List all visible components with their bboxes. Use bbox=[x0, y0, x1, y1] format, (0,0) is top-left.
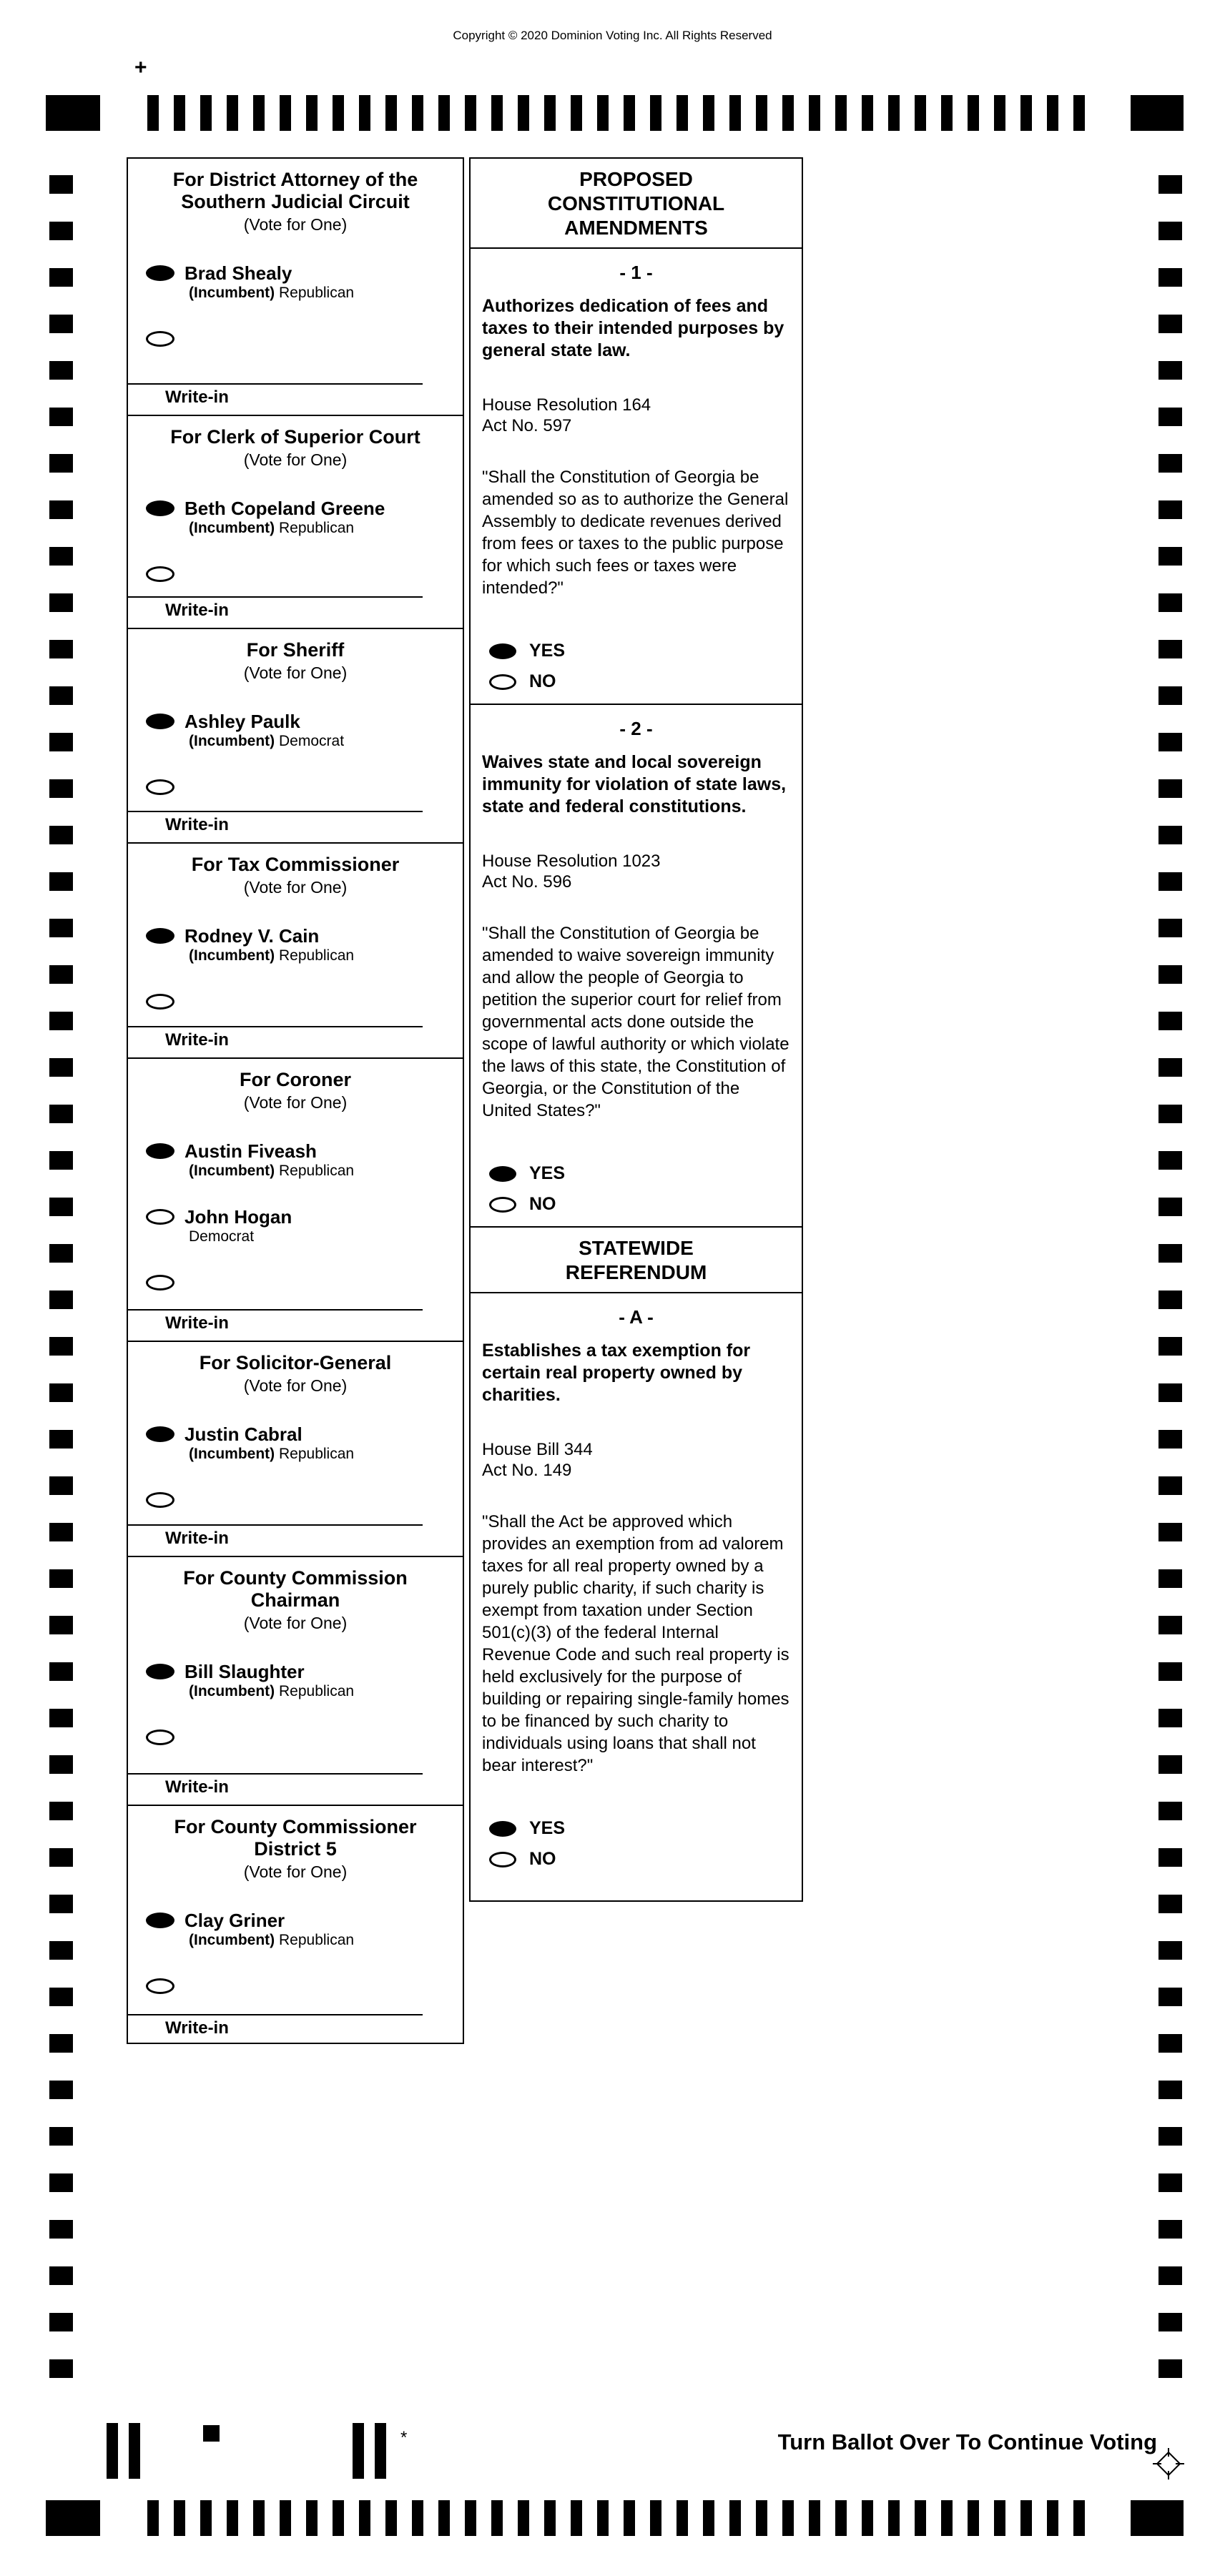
write-in-line[interactable] bbox=[128, 596, 423, 598]
candidate-name: Justin Cabral bbox=[185, 1423, 302, 1445]
copyright-line: Copyright © 2020 Dominion Voting Inc. All Rights Reserved bbox=[453, 29, 772, 42]
measure-section bbox=[471, 704, 802, 1215]
candidate-info bbox=[185, 1910, 354, 1949]
write-in-label: Write-in bbox=[165, 388, 229, 407]
contest-title-line: For Solicitor-General bbox=[199, 1352, 392, 1373]
candidate-row[interactable] bbox=[128, 263, 463, 302]
contest-title bbox=[128, 1567, 463, 1612]
measure-reference-line: House Resolution 1023 bbox=[482, 852, 661, 871]
measure-option-label: YES bbox=[529, 1163, 566, 1183]
filled-vote-oval[interactable] bbox=[146, 1143, 174, 1159]
measure-option-row[interactable] bbox=[489, 1849, 790, 1870]
measure-number: - 1 - bbox=[619, 262, 653, 283]
contest-title-line: For County Commission bbox=[183, 1567, 408, 1589]
write-in-label: Write-in bbox=[165, 1030, 229, 1050]
empty-vote-oval[interactable] bbox=[146, 779, 174, 795]
contest-section bbox=[128, 842, 463, 1057]
timing-marks-bottom bbox=[46, 2500, 1184, 2536]
measure-group-header-line: AMENDMENTS bbox=[564, 217, 708, 239]
candidate-party-line bbox=[189, 1683, 354, 1700]
contest-title bbox=[128, 426, 463, 448]
candidate-list bbox=[128, 1662, 463, 1745]
measure-option-row[interactable] bbox=[489, 1194, 790, 1215]
filled-vote-oval[interactable] bbox=[146, 1664, 174, 1679]
contest-section bbox=[128, 1556, 463, 1805]
measure-number: - 2 - bbox=[619, 718, 653, 739]
candidate-info bbox=[185, 1141, 354, 1180]
candidate-party-line bbox=[189, 520, 385, 537]
measure-section bbox=[471, 1292, 802, 1870]
timing-block-right bbox=[1131, 2500, 1184, 2536]
empty-vote-oval[interactable] bbox=[146, 1978, 174, 1994]
turn-ballot-over-instruction: Turn Ballot Over To Continue Voting bbox=[777, 2429, 1157, 2454]
measure-options bbox=[482, 1163, 790, 1215]
candidate-list bbox=[128, 1424, 463, 1508]
measure-summary: Waives state and local sovereign immunity for violation of state laws, state and federal constitutions. bbox=[482, 752, 787, 816]
filled-vote-oval[interactable] bbox=[146, 1426, 174, 1442]
vote-for-one-label: (Vote for One) bbox=[243, 1376, 348, 1395]
vote-for-one-label: (Vote for One) bbox=[243, 450, 348, 469]
contest-title bbox=[128, 1816, 463, 1860]
candidate-name: Clay Griner bbox=[185, 1910, 285, 1931]
contest-section bbox=[128, 1341, 463, 1556]
measure-reference bbox=[482, 395, 790, 436]
party-label: Republican bbox=[279, 285, 355, 301]
write-in-area[interactable] bbox=[128, 383, 463, 415]
measure-option-label: NO bbox=[529, 1849, 556, 1869]
party-label: Republican bbox=[279, 1932, 355, 1948]
write-in-line[interactable] bbox=[128, 2014, 423, 2015]
contest-title bbox=[128, 639, 463, 661]
measure-question: "Shall the Constitution of Georgia be amended so as to authorize the General Assembly to dedicate revenues derived from fees or taxes to the public purpose for which such fees or taxes were intended?" bbox=[482, 468, 789, 598]
timing-bars bbox=[147, 95, 1098, 131]
candidate-party-line bbox=[189, 733, 344, 750]
candidate-info bbox=[185, 1207, 292, 1245]
candidate-info bbox=[185, 1662, 354, 1700]
party-label: Republican bbox=[279, 947, 355, 964]
candidate-party-line bbox=[189, 1932, 354, 1949]
contest-title bbox=[128, 169, 463, 213]
candidate-list bbox=[128, 263, 463, 347]
incumbent-label: (Incumbent) bbox=[189, 733, 275, 749]
measure-group-header bbox=[471, 159, 802, 247]
write-in-label: Write-in bbox=[165, 601, 229, 620]
party-label: Republican bbox=[279, 1683, 355, 1699]
write-in-oval-row[interactable] bbox=[128, 329, 463, 347]
candidate-row[interactable] bbox=[128, 1910, 463, 1949]
write-in-area[interactable] bbox=[128, 1026, 463, 1057]
candidate-name: Brad Shealy bbox=[185, 262, 292, 284]
vote-for-one-label: (Vote for One) bbox=[243, 1862, 348, 1881]
ballot-id-square bbox=[203, 2425, 220, 2442]
candidate-list bbox=[128, 1910, 463, 1994]
contest-title-line: For County Commissioner bbox=[174, 1816, 417, 1837]
party-label: Republican bbox=[279, 1446, 355, 1462]
registration-diamond-mark bbox=[1153, 2448, 1184, 2483]
contest-section bbox=[128, 1805, 463, 2045]
registration-plus-mark: + bbox=[134, 56, 147, 79]
contest-title-line: Chairman bbox=[250, 1589, 340, 1611]
filled-vote-oval[interactable] bbox=[489, 643, 516, 659]
candidate-party-line bbox=[189, 285, 354, 302]
candidate-name: John Hogan bbox=[185, 1206, 292, 1228]
candidate-party-line bbox=[189, 1163, 354, 1180]
empty-vote-oval[interactable] bbox=[146, 1492, 174, 1508]
empty-vote-oval[interactable] bbox=[146, 566, 174, 582]
measure-group-header bbox=[471, 1226, 802, 1292]
candidate-list bbox=[128, 1141, 463, 1291]
vote-for-one-label: (Vote for One) bbox=[243, 1614, 348, 1632]
candidate-row[interactable] bbox=[128, 1662, 463, 1700]
contest-section bbox=[128, 415, 463, 628]
contest-title bbox=[128, 854, 463, 876]
timing-block-left bbox=[46, 95, 100, 131]
empty-vote-oval[interactable] bbox=[146, 1209, 174, 1225]
measure-options bbox=[482, 1818, 790, 1870]
contest-section bbox=[128, 628, 463, 842]
empty-vote-oval[interactable] bbox=[489, 674, 516, 690]
measure-option-row[interactable] bbox=[489, 1163, 790, 1184]
contest-title-line: Southern Judicial Circuit bbox=[181, 191, 410, 212]
timing-marks-right bbox=[1158, 175, 1182, 2378]
write-in-line[interactable] bbox=[128, 811, 423, 812]
party-label: Republican bbox=[279, 520, 355, 536]
write-in-label: Write-in bbox=[165, 2018, 229, 2038]
timing-block-right bbox=[1131, 95, 1184, 131]
measure-number: - A - bbox=[619, 1306, 654, 1328]
write-in-area[interactable] bbox=[128, 811, 463, 842]
contest-section bbox=[128, 1057, 463, 1341]
measure-group-header-line: CONSTITUTIONAL bbox=[547, 192, 725, 214]
timing-marks-left bbox=[49, 175, 73, 2378]
candidate-name: Beth Copeland Greene bbox=[185, 498, 385, 519]
write-in-oval-row[interactable] bbox=[128, 992, 463, 1010]
measure-reference-line: House Bill 344 bbox=[482, 1440, 593, 1459]
write-in-label: Write-in bbox=[165, 1313, 229, 1333]
measure-summary: Establishes a tax exemption for certain real property owned by charities. bbox=[482, 1341, 751, 1405]
ballot-id-asterisk: * bbox=[400, 2428, 408, 2447]
measure-reference-line: Act No. 149 bbox=[482, 1461, 572, 1480]
filled-vote-oval[interactable] bbox=[146, 500, 174, 516]
empty-vote-oval[interactable] bbox=[146, 1275, 174, 1291]
contest-title-line: For Clerk of Superior Court bbox=[170, 426, 420, 448]
write-in-area[interactable] bbox=[128, 1309, 463, 1341]
candidate-list bbox=[128, 926, 463, 1010]
party-label: Democrat bbox=[279, 733, 345, 749]
measure-reference-line: Act No. 597 bbox=[482, 416, 572, 435]
contest-title-line: For District Attorney of the bbox=[172, 169, 418, 190]
candidate-party-line bbox=[189, 947, 354, 964]
write-in-area[interactable] bbox=[128, 596, 463, 628]
candidate-info bbox=[185, 1424, 354, 1463]
write-in-area[interactable] bbox=[128, 1524, 463, 1556]
vote-for-one-label: (Vote for One) bbox=[243, 215, 348, 234]
candidate-row[interactable] bbox=[128, 1424, 463, 1463]
write-in-line[interactable] bbox=[128, 1773, 423, 1775]
write-in-oval-row[interactable] bbox=[128, 777, 463, 795]
measure-group-header-line: REFERENDUM bbox=[565, 1261, 707, 1283]
incumbent-label: (Incumbent) bbox=[189, 947, 275, 964]
candidate-party-line bbox=[189, 1228, 292, 1245]
empty-vote-oval[interactable] bbox=[146, 1729, 174, 1745]
candidate-row[interactable] bbox=[128, 1141, 463, 1180]
write-in-oval-row[interactable] bbox=[128, 1727, 463, 1745]
contest-title-line: District 5 bbox=[254, 1838, 337, 1860]
contest-title-line: For Tax Commissioner bbox=[191, 854, 400, 875]
write-in-oval-row[interactable] bbox=[128, 564, 463, 582]
measure-option-label: YES bbox=[529, 641, 566, 661]
write-in-line[interactable] bbox=[128, 383, 423, 385]
measure-option-label: YES bbox=[529, 1818, 566, 1838]
contest-section bbox=[128, 159, 463, 415]
incumbent-label: (Incumbent) bbox=[189, 1163, 275, 1179]
measure-question: "Shall the Act be approved which provides an exemption from ad valorem taxes for all real property owned by a purely public charity, if such charity is exempt from taxation under Section 501(c)(3) of the federal Internal Revenue Code and such real property is held exclusively for the purpose of building or repairing single-family homes to be financed by such charity to individuals using loans that shall not bear interest?" bbox=[482, 1512, 789, 1775]
measure-group-header-line: STATEWIDE bbox=[579, 1237, 694, 1259]
write-in-line[interactable] bbox=[128, 1524, 423, 1526]
vote-for-one-label: (Vote for One) bbox=[243, 878, 348, 897]
empty-vote-oval[interactable] bbox=[489, 1197, 516, 1213]
incumbent-label: (Incumbent) bbox=[189, 285, 275, 301]
write-in-line[interactable] bbox=[128, 1309, 423, 1311]
write-in-area[interactable] bbox=[128, 1773, 463, 1805]
candidate-name: Bill Slaughter bbox=[185, 1661, 305, 1682]
timing-marks-top bbox=[46, 95, 1184, 131]
ballot-id-bar bbox=[107, 2423, 118, 2479]
measure-reference-line: House Resolution 164 bbox=[482, 395, 651, 415]
candidate-info bbox=[185, 926, 354, 964]
timing-block-left bbox=[46, 2500, 100, 2536]
filled-vote-oval[interactable] bbox=[489, 1821, 516, 1837]
empty-vote-oval[interactable] bbox=[489, 1852, 516, 1867]
contest-title-line: For Sheriff bbox=[246, 639, 345, 661]
candidate-party-line bbox=[189, 1446, 354, 1463]
candidate-row[interactable] bbox=[128, 926, 463, 964]
contest-list bbox=[127, 157, 464, 2044]
vote-for-one-label: (Vote for One) bbox=[243, 663, 348, 682]
write-in-line[interactable] bbox=[128, 1026, 423, 1027]
measure-options bbox=[482, 641, 790, 692]
ballot-id-bar bbox=[129, 2423, 140, 2479]
measures-column-body bbox=[469, 157, 803, 1902]
write-in-label: Write-in bbox=[165, 1777, 229, 1797]
candidate-row[interactable] bbox=[128, 711, 463, 750]
incumbent-label: (Incumbent) bbox=[189, 1683, 275, 1699]
measure-section bbox=[471, 247, 802, 692]
candidate-row[interactable] bbox=[128, 1207, 463, 1245]
measure-question: "Shall the Constitution of Georgia be amended to waive sovereign immunity and allow the people of Georgia to petition the superior court for relief from governmental acts done outside the scope of lawful authority or which violate the laws of this state, the Constitution of Georgia, or the Constitution of the United States?" bbox=[482, 924, 789, 1120]
incumbent-label: (Incumbent) bbox=[189, 1446, 275, 1462]
measure-reference bbox=[482, 851, 790, 892]
timing-bars bbox=[147, 2500, 1098, 2536]
write-in-area[interactable] bbox=[128, 2014, 463, 2045]
measure-option-row[interactable] bbox=[489, 1818, 790, 1839]
filled-vote-oval[interactable] bbox=[146, 1913, 174, 1928]
measure-reference-line: Act No. 596 bbox=[482, 872, 572, 892]
measure-option-row[interactable] bbox=[489, 671, 790, 692]
incumbent-label: (Incumbent) bbox=[189, 520, 275, 536]
party-label: Republican bbox=[279, 1163, 355, 1179]
contest-title-line: For Coroner bbox=[239, 1069, 351, 1090]
candidate-info bbox=[185, 263, 354, 302]
candidate-list bbox=[128, 498, 463, 582]
filled-vote-oval[interactable] bbox=[146, 714, 174, 729]
candidate-name: Rodney V. Cain bbox=[185, 925, 320, 947]
filled-vote-oval[interactable] bbox=[146, 928, 174, 944]
party-label: Democrat bbox=[189, 1228, 255, 1245]
measure-option-label: NO bbox=[529, 1194, 556, 1214]
candidate-info bbox=[185, 498, 385, 537]
write-in-label: Write-in bbox=[165, 815, 229, 834]
measure-reference bbox=[482, 1439, 790, 1481]
empty-vote-oval[interactable] bbox=[146, 331, 174, 347]
filled-vote-oval[interactable] bbox=[146, 265, 174, 281]
measure-option-row[interactable] bbox=[489, 641, 790, 661]
write-in-oval-row[interactable] bbox=[128, 1273, 463, 1291]
candidate-name: Austin Fiveash bbox=[185, 1140, 317, 1162]
ballot-id-bar bbox=[353, 2423, 364, 2479]
write-in-oval-row[interactable] bbox=[128, 1976, 463, 1994]
filled-vote-oval[interactable] bbox=[489, 1166, 516, 1182]
vote-for-one-label: (Vote for One) bbox=[243, 1093, 348, 1112]
ballot-id-bar bbox=[375, 2423, 386, 2479]
incumbent-label: (Incumbent) bbox=[189, 1932, 275, 1948]
write-in-oval-row[interactable] bbox=[128, 1490, 463, 1508]
write-in-label: Write-in bbox=[165, 1529, 229, 1548]
measure-option-label: NO bbox=[529, 671, 556, 691]
empty-vote-oval[interactable] bbox=[146, 994, 174, 1010]
candidate-info bbox=[185, 711, 344, 750]
candidate-name: Ashley Paulk bbox=[185, 711, 300, 732]
candidate-row[interactable] bbox=[128, 498, 463, 537]
measure-summary: Authorizes dedication of fees and taxes to their intended purposes by general state law. bbox=[482, 296, 784, 360]
measure-group-header-line: PROPOSED bbox=[579, 168, 693, 190]
contest-title bbox=[128, 1069, 463, 1091]
candidate-list bbox=[128, 711, 463, 795]
contest-title bbox=[128, 1352, 463, 1374]
